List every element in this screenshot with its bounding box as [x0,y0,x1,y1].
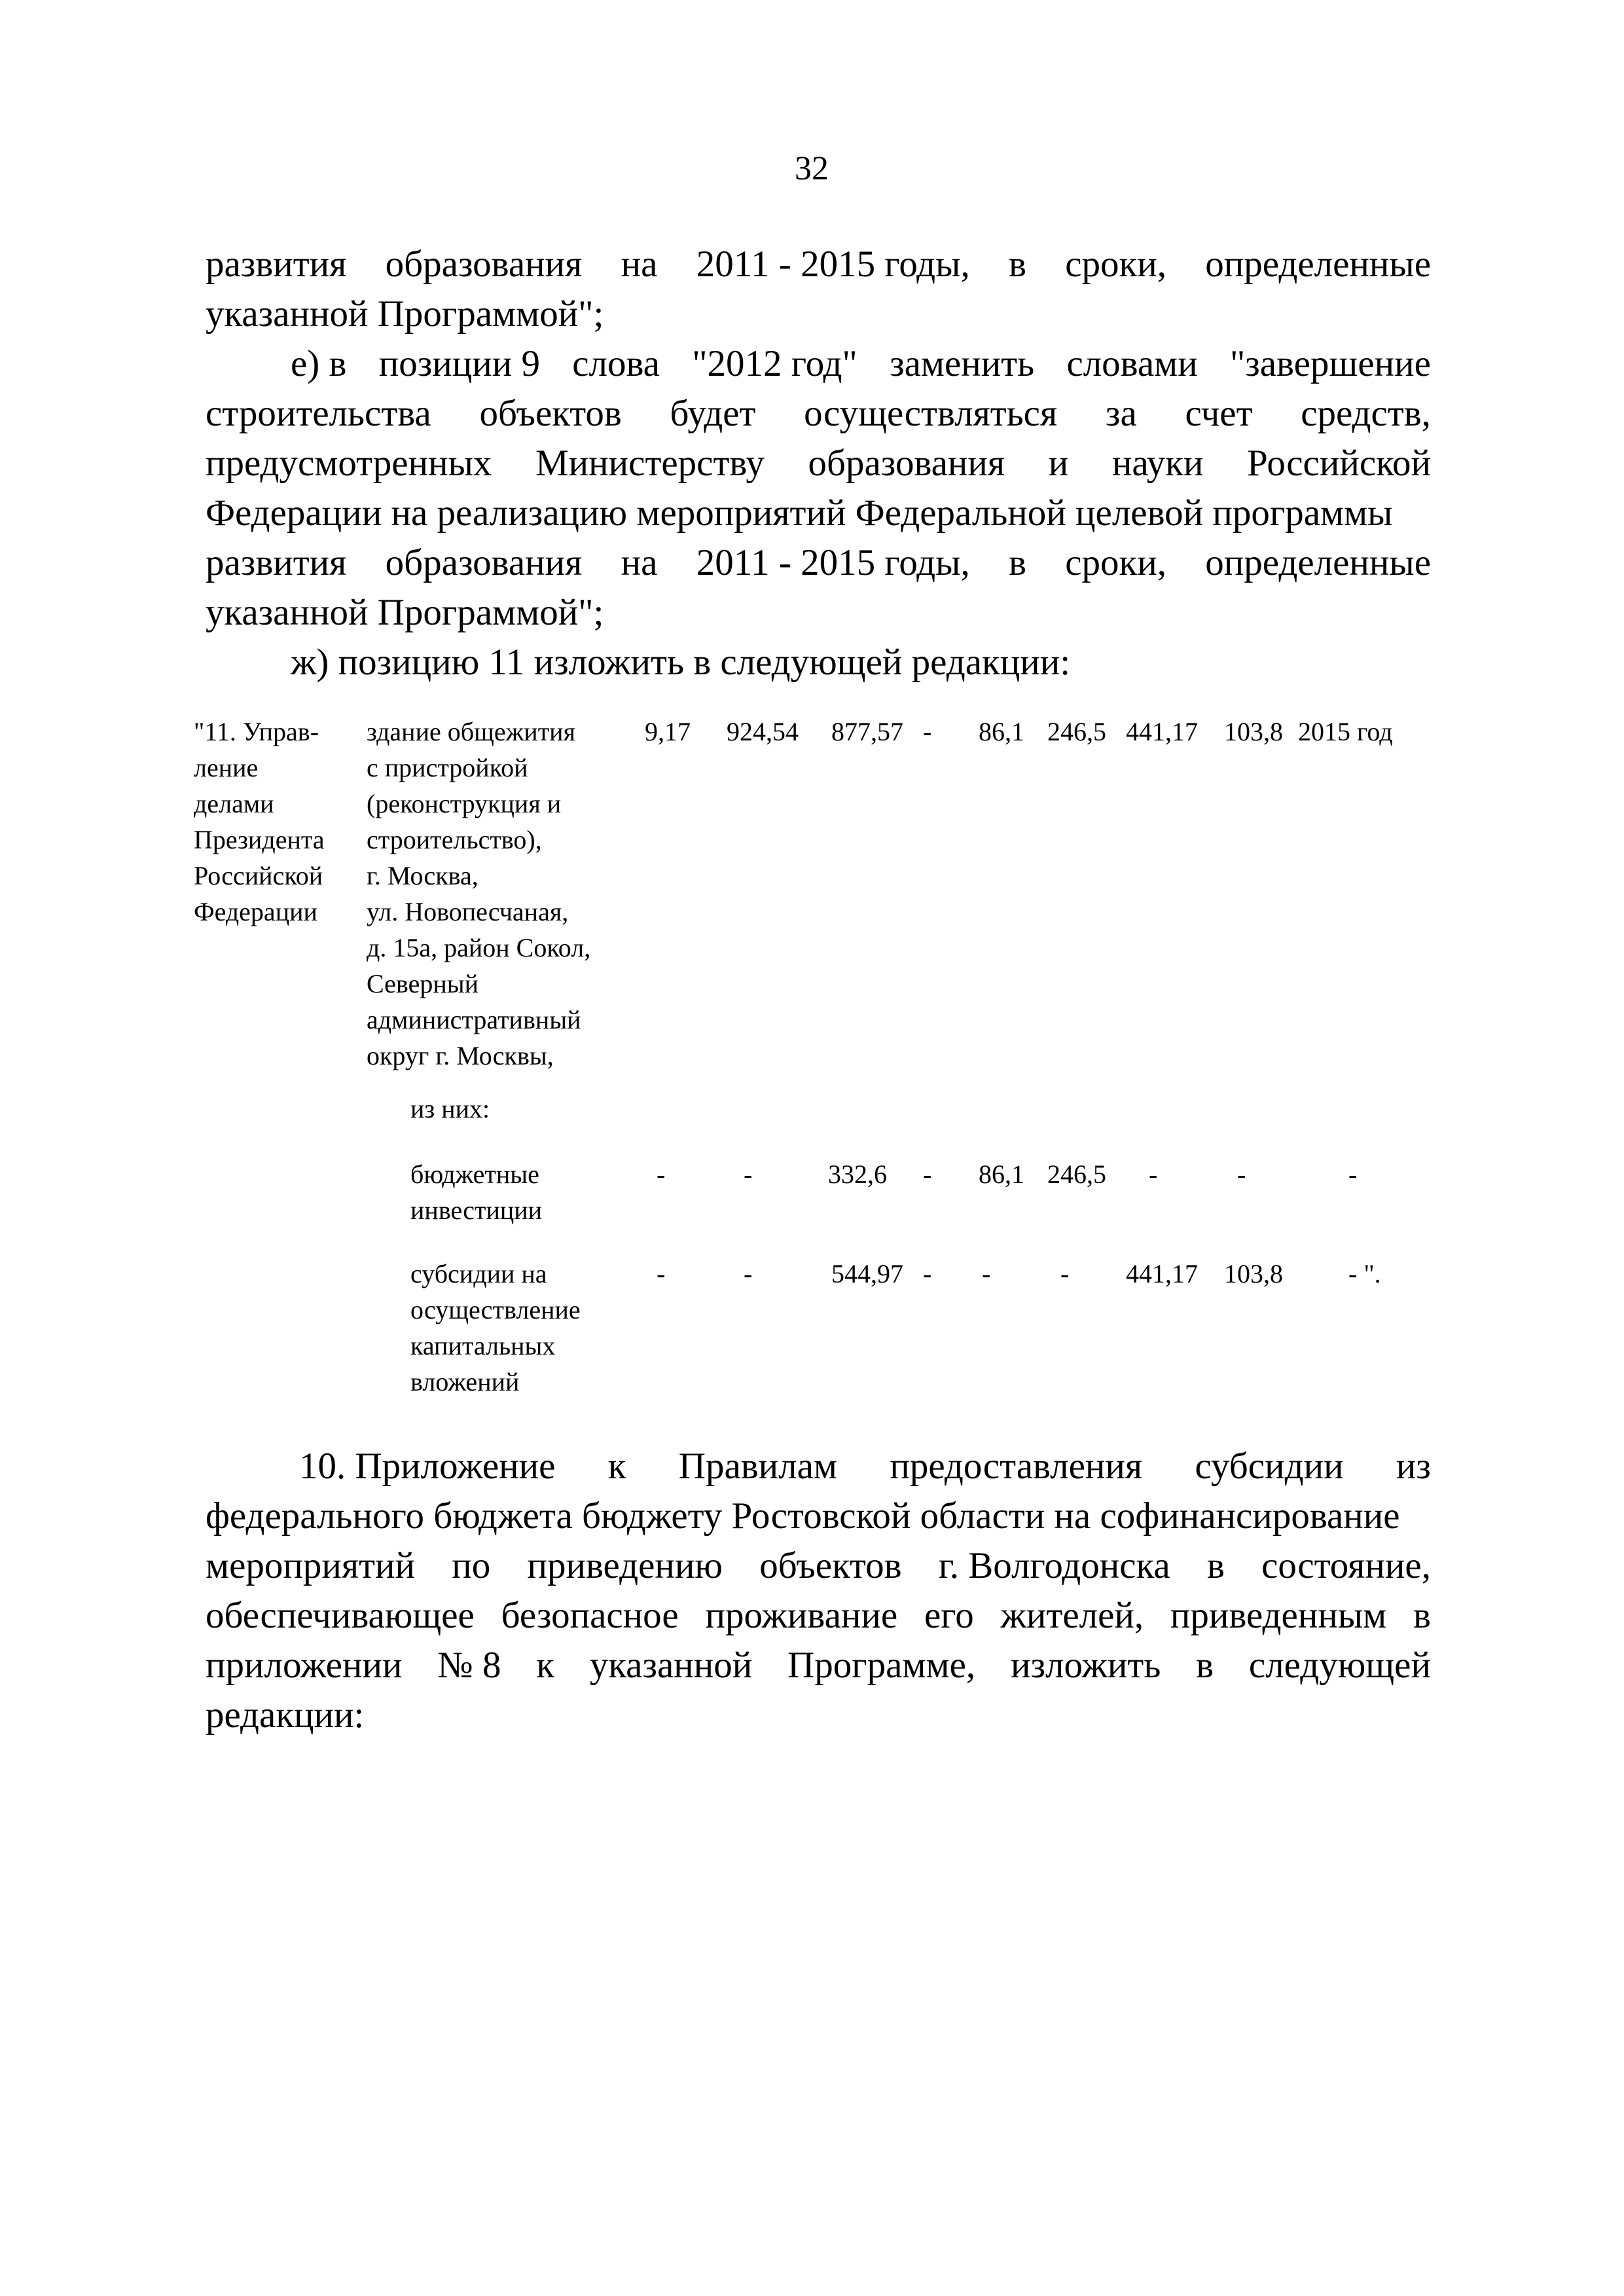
text-line: указанной Программой"; [206,592,604,633]
main-row-col2: 924,54 [727,717,799,746]
text-line [206,1442,1431,1491]
budget-row-col6: 246,5 [1047,1159,1106,1189]
word: объектов [479,393,622,434]
word: Министерству [535,443,765,484]
budget-row-col7: - [1149,1159,1158,1189]
word: 2011 - 2015 годы, [696,542,970,583]
word: в [1206,1545,1225,1586]
word: Российской [1247,443,1431,484]
word: к [536,1645,554,1686]
main-row-col5: 86,1 [979,717,1024,746]
main-row-col1: 9,17 [645,717,691,746]
word: к [607,1446,626,1487]
budget-row-col5: 86,1 [979,1159,1024,1189]
word: 2011 - 2015 годы, [696,244,970,285]
text-line: ж) позицию 11 изложить в следующей редакции: [291,642,1071,683]
word: 10. Приложение [299,1446,556,1487]
cell-line: строительство), [367,825,542,854]
main-row-col8: 103,8 [1224,717,1283,746]
word: мероприятий [206,1545,416,1586]
word: образования [385,542,583,583]
cell-line: вложений [410,1367,520,1396]
budget-row-col2: - [744,1159,753,1189]
text-line: федерального бюджета бюджету Ростовской области на софинансирование [206,1495,1400,1537]
cell-line: бюджетные [410,1159,539,1189]
word: будет [670,393,756,434]
word: образования [808,443,1005,484]
word: е) в [291,343,347,384]
word: счет [1185,393,1253,434]
text-line [206,1591,1431,1641]
cell-line: (реконструкция и [367,789,562,818]
budget-row-col1: - [657,1159,666,1189]
cell-line: субсидии на [410,1259,547,1288]
cell-line: округ г. Москвы, [367,1041,554,1070]
cell-line: "11. Управ- [194,717,319,746]
word: "2012 год" [692,343,857,384]
subsidy-row-col5: - [982,1259,991,1288]
cell-line: капитальных [410,1331,556,1360]
word: осуществляться [804,393,1058,434]
word: приведению [527,1545,723,1586]
subsidies-label [410,1256,581,1400]
word: его [924,1595,974,1636]
cell-line: инвестиции [410,1195,543,1225]
word: науки [1111,443,1204,484]
cell-line: Президента [194,825,325,854]
cell-line: административный [367,1005,581,1034]
word: за [1105,393,1137,434]
word: определенные [1205,244,1431,285]
subsidy-row-col6: - [1060,1259,1070,1288]
word: объектов [759,1545,902,1586]
cell-line: д. 15а, район Сокол, [367,933,591,962]
cell-line: Северный [367,969,479,998]
main-row-col7: 441,17 [1126,717,1198,746]
word: развития [206,244,347,285]
word: строительства [206,393,431,434]
subsidy-row-col1: - [657,1259,666,1288]
word: Программе, [787,1645,976,1686]
word: безопасное [501,1595,679,1636]
word: "завершение [1229,343,1431,384]
word: развития [206,542,347,583]
cell-line: здание общежития [367,717,575,746]
cell-line: Федерации [194,897,317,926]
cell-line: г. Москва, [367,861,478,890]
word: слова [572,343,660,384]
word: в [1413,1595,1431,1636]
word: на [621,542,658,583]
word: Правилам [678,1446,837,1487]
word: состояние, [1261,1545,1431,1586]
subsidy-row-col9: - ". [1348,1259,1381,1288]
subsidy-row-col4: - [923,1259,932,1288]
budget-row-col3: 332,6 [828,1159,887,1189]
word: № 8 [437,1645,501,1686]
cell-line: ул. Новопесчаная, [367,897,569,926]
text-line [206,1641,1431,1690]
word: следующей [1248,1645,1431,1686]
word: субсидии [1195,1446,1344,1487]
word: приложении [206,1645,403,1686]
word: по [452,1545,491,1586]
word: предусмотренных [206,443,492,484]
page-number: 32 [795,150,829,187]
budget-row-col4: - [923,1159,932,1189]
word: приведенным [1170,1595,1387,1636]
text-line: указанной Программой"; [206,293,604,335]
text-line [206,1541,1431,1591]
organization-cell [194,714,325,930]
word: указанной [589,1645,753,1686]
word: проживание [705,1595,898,1636]
word: из [1396,1446,1431,1487]
word: обеспечивающее [206,1595,475,1636]
main-row-col4: - [923,717,932,746]
cell-line: Российской [194,861,323,890]
cell-line: с пристройкой [367,753,528,782]
subsidy-row-col3: 544,97 [831,1259,903,1288]
cell-line: осуществление [410,1295,581,1324]
cell-line: ление [194,753,259,782]
word: сроки, [1065,542,1166,583]
object-cell [367,714,590,1074]
word: средств, [1301,393,1431,434]
word: сроки, [1065,244,1166,285]
word: на [621,244,658,285]
budget-investments-label [410,1156,542,1228]
cell-line: делами [194,789,274,818]
of-them-label: из них: [410,1094,490,1123]
subsidy-row-col8: 103,8 [1224,1259,1283,1288]
subsidy-row-col2: - [744,1259,753,1288]
word: в [1009,244,1026,285]
main-row-col3: 877,57 [831,717,903,746]
budget-row-col8: - [1237,1159,1246,1189]
word: предоставления [890,1446,1143,1487]
word: словами [1066,343,1198,384]
word: позиции 9 [378,343,540,384]
word: заменить [890,343,1035,384]
main-row-col9: 2015 год [1298,717,1393,746]
budget-row-col9: - [1348,1159,1358,1189]
word: в [1009,542,1026,583]
word: изложить [1010,1645,1161,1686]
paragraph-10 [206,1442,1431,1740]
word: определенные [1205,542,1431,583]
main-row-col6: 246,5 [1047,717,1106,746]
word: в [1196,1645,1214,1686]
subsidy-row-col7: 441,17 [1126,1259,1198,1288]
word: образования [385,244,583,285]
text-line: редакции: [206,1694,365,1736]
text-line: Федерации на реализацию мероприятий Федеральной целевой программы [206,492,1393,534]
word: г. Волгодонска [938,1545,1170,1586]
word: и [1048,443,1069,484]
word: жителей, [1000,1595,1144,1636]
